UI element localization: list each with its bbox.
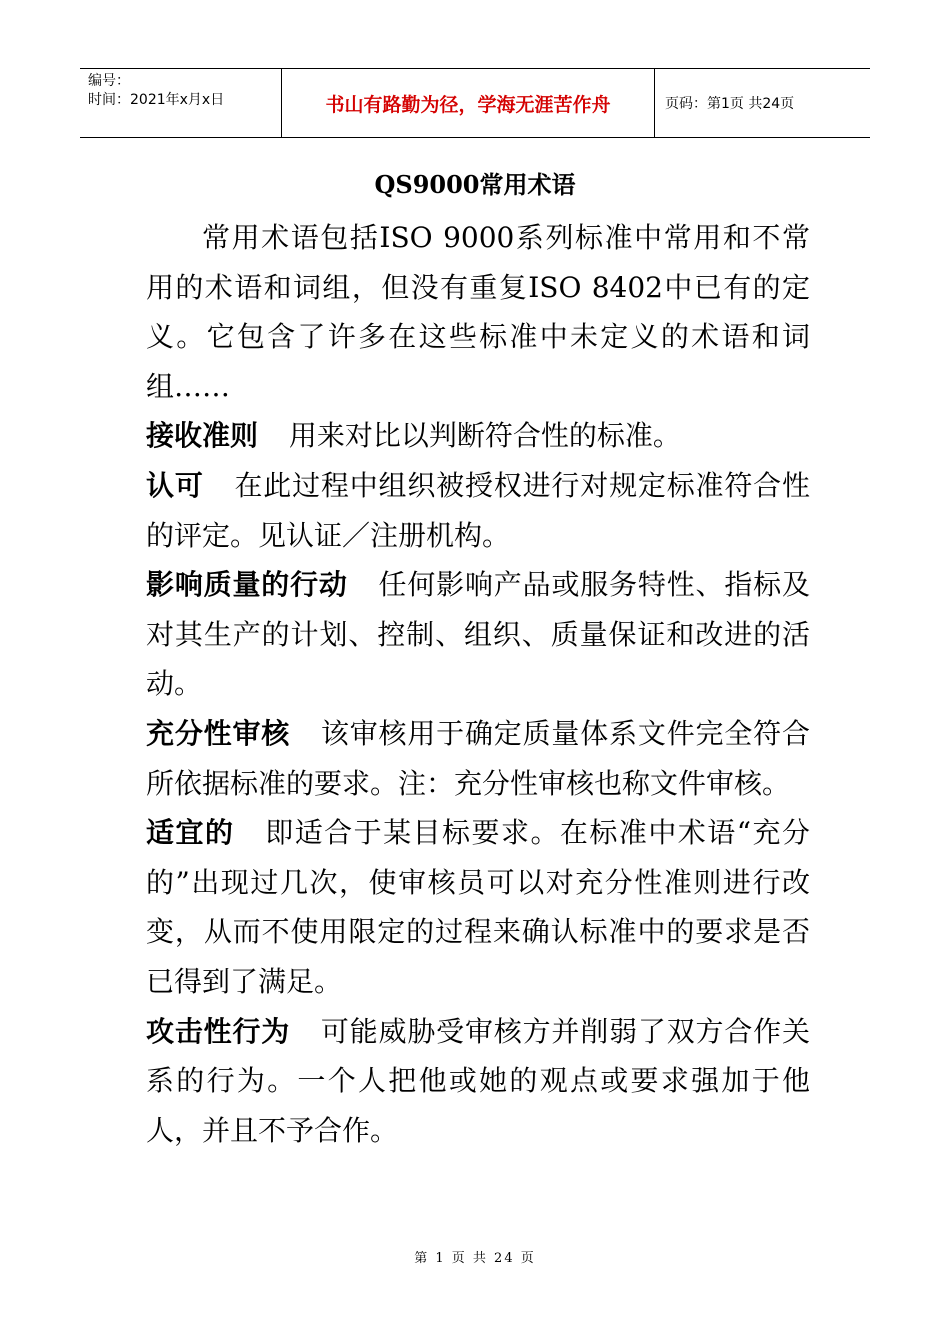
- page-footer: 第 1 页 共 24 页: [414, 1251, 536, 1266]
- term-entry: [146, 808, 810, 1006]
- header-motto: 书山有路勤为径，学海无涯苦作舟: [282, 69, 655, 137]
- intro-paragraph: 常用术语包括ISO 9000系列标准中常用和不常用的术语和词组，但没有重复ISO 8402中已有的定义。它包含了许多在这些标准中未定义的术语和词组……: [146, 221, 810, 403]
- document-title: QS9000常用术语: [374, 170, 576, 199]
- term-name: 认可: [146, 468, 204, 502]
- term-definition: 即适合于某目标要求。在标准中术语“充分的”出现过几次，使审核员可以对充分性准则进行改变，从而不使用限定的过程来确认标准中的要求是否已得到了满足。: [146, 816, 810, 998]
- term-name: 接收准则: [146, 419, 259, 453]
- term-entry: [146, 560, 810, 709]
- term-name: 攻击性行为: [146, 1014, 291, 1048]
- term-entry: [146, 461, 810, 560]
- header-page-info: 页码：第1页 共24页: [665, 96, 795, 112]
- term-name: 适宜的: [146, 816, 235, 850]
- document-number-label: 编号：: [88, 73, 130, 89]
- term-entry: [146, 411, 810, 461]
- header-meta: [80, 69, 282, 137]
- document-body: [146, 213, 810, 1155]
- page-header: [80, 68, 870, 138]
- term-name: 充分性审核: [146, 716, 291, 750]
- term-definition: 用来对比以判断符合性的标准。: [288, 419, 681, 453]
- term-entry: [146, 1007, 810, 1156]
- document-date: 时间：2021年x月x日: [88, 92, 225, 108]
- term-definition: 该审核用于确定质量体系文件完全符合所依据标准的要求。注：充分性审核也称文件审核。: [146, 716, 810, 800]
- term-definition: 任何影响产品或服务特性、指标及对其生产的计划、控制、组织、质量保证和改进的活动。: [146, 568, 810, 701]
- term-name: 影响质量的行动: [146, 568, 348, 602]
- term-definition: 可能威胁受审核方并削弱了双方合作关系的行为。一个人把他或她的观点或要求强加于他人，并且不予合作。: [146, 1014, 810, 1147]
- term-entry: [146, 709, 810, 808]
- term-definition: 在此过程中组织被授权进行对规定标准符合性的评定。见认证／注册机构。: [146, 468, 810, 552]
